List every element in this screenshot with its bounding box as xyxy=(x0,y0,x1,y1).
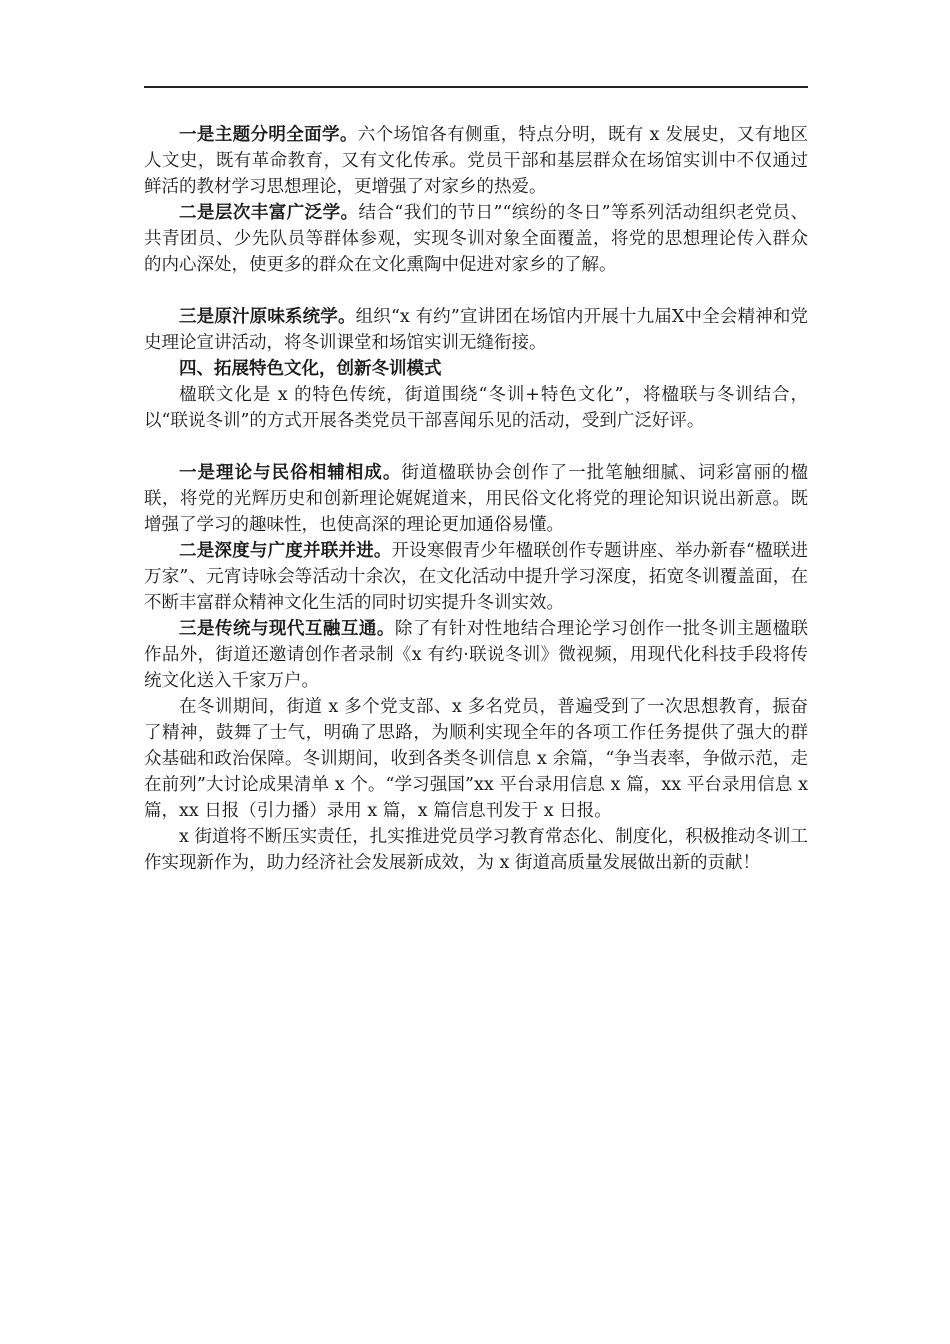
paragraph-lead: 一是理论与民俗相辅相成。 xyxy=(179,463,402,483)
paragraph-4 xyxy=(144,382,808,434)
header-rule xyxy=(144,86,808,88)
paragraph-lead: 三是原汁原味系统学。 xyxy=(179,307,356,327)
paragraph-lead: 二是层次丰富广泛学。 xyxy=(179,203,359,223)
paragraph-text: 在冬训期间，街道 x 多个党支部、x 多名党员，普遍受到了一次思想教育，振奋了精神，鼓舞了士气，明确了思路，为顺利实现全年的各项工作任务提供了强大的群众基础和政治保障。冬训期间，收到各类冬训信息 x 余篇，“争当表率，争做示范，走在前列”大讨论成果清单 x 个。“学习强国”xx 平台录用信息 x 篇，xx 平台录用信息 x 篇，xx 日报（引力播）录用 x 篇，x 篇信息刊发于 x 日报。 xyxy=(144,697,808,821)
paragraph-text: 楹联文化是 x 的特色传统，街道围绕“冬训+特色文化”，将楹联与冬训结合，以“联说冬训”的方式开展各类党员干部喜闻乐见的活动，受到广泛好评。 xyxy=(144,385,808,431)
paragraph-lead: 三是传统与现代互融互通。 xyxy=(179,619,395,639)
paragraph-text: 除了有针对性地结合理论学习创作一批冬训主题楹联作品外，街道还邀请创作者录制《x 有约·联说冬训》微视频，用现代化科技手段将传统文化送入千家万户。 xyxy=(144,619,809,691)
paragraph-5 xyxy=(144,460,808,538)
paragraph-lead: 一是主题分明全面学。 xyxy=(179,125,358,145)
paragraph-9 xyxy=(144,824,808,876)
paragraph-text: 结合“我们的节日”“缤纷的冬日”等系列活动组织老党员、共青团员、少先队员等群体参观，实现冬训对象全面覆盖，将党的思想理论传入群众的内心深处，使更多的群众在文化熏陶中促进对家乡的了解。 xyxy=(144,203,809,275)
spacer xyxy=(144,434,808,460)
paragraph-1 xyxy=(144,122,808,200)
paragraph-text: 街道楹联协会创作了一批笔触细腻、词彩富丽的楹联，将党的光辉历史和创新理论娓娓道来，用民俗文化将党的理论知识说出新意。既增强了学习的趣味性，也使高深的理论更加通俗易懂。 xyxy=(144,463,809,535)
section-heading: 四、拓展特色文化，创新冬训模式 xyxy=(179,359,442,379)
paragraph-text: 六个场馆各有侧重，特点分明，既有 x 发展史，又有地区人文史，既有革命教育，又有文化传承。党员干部和基层群众在场馆实训中不仅通过鲜活的教材学习思想理论，更增强了对家乡的热爱。 xyxy=(144,125,808,197)
paragraph-2 xyxy=(144,200,808,278)
paragraph-text: 组织“x 有约”宣讲团在场馆内开展十九届Ⅹ中全会精神和党史理论宣讲活动，将冬训课堂和场馆实训无缝衔接。 xyxy=(144,307,808,353)
paragraph-3 xyxy=(144,304,808,356)
paragraph-lead: 二是深度与广度并联并进。 xyxy=(179,541,392,561)
paragraph-text: x 街道将不断压实责任，扎实推进党员学习教育常态化、制度化，积极推动冬训工作实现新作为，助力经济社会发展新成效，为 x 街道高质量发展做出新的贡献！ xyxy=(144,827,808,873)
paragraph-text: 开设寒假青少年楹联创作专题讲座、举办新春“楹联进万家”、元宵诗咏会等活动十余次，在文化活动中提升学习深度，拓宽冬训覆盖面，在不断丰富群众精神文化生活的同时切实提升冬训实效。 xyxy=(144,541,808,613)
paragraph-7 xyxy=(144,616,808,694)
document-body xyxy=(144,122,808,876)
paragraph-8 xyxy=(144,694,808,824)
paragraph-6 xyxy=(144,538,808,616)
spacer xyxy=(144,278,808,304)
